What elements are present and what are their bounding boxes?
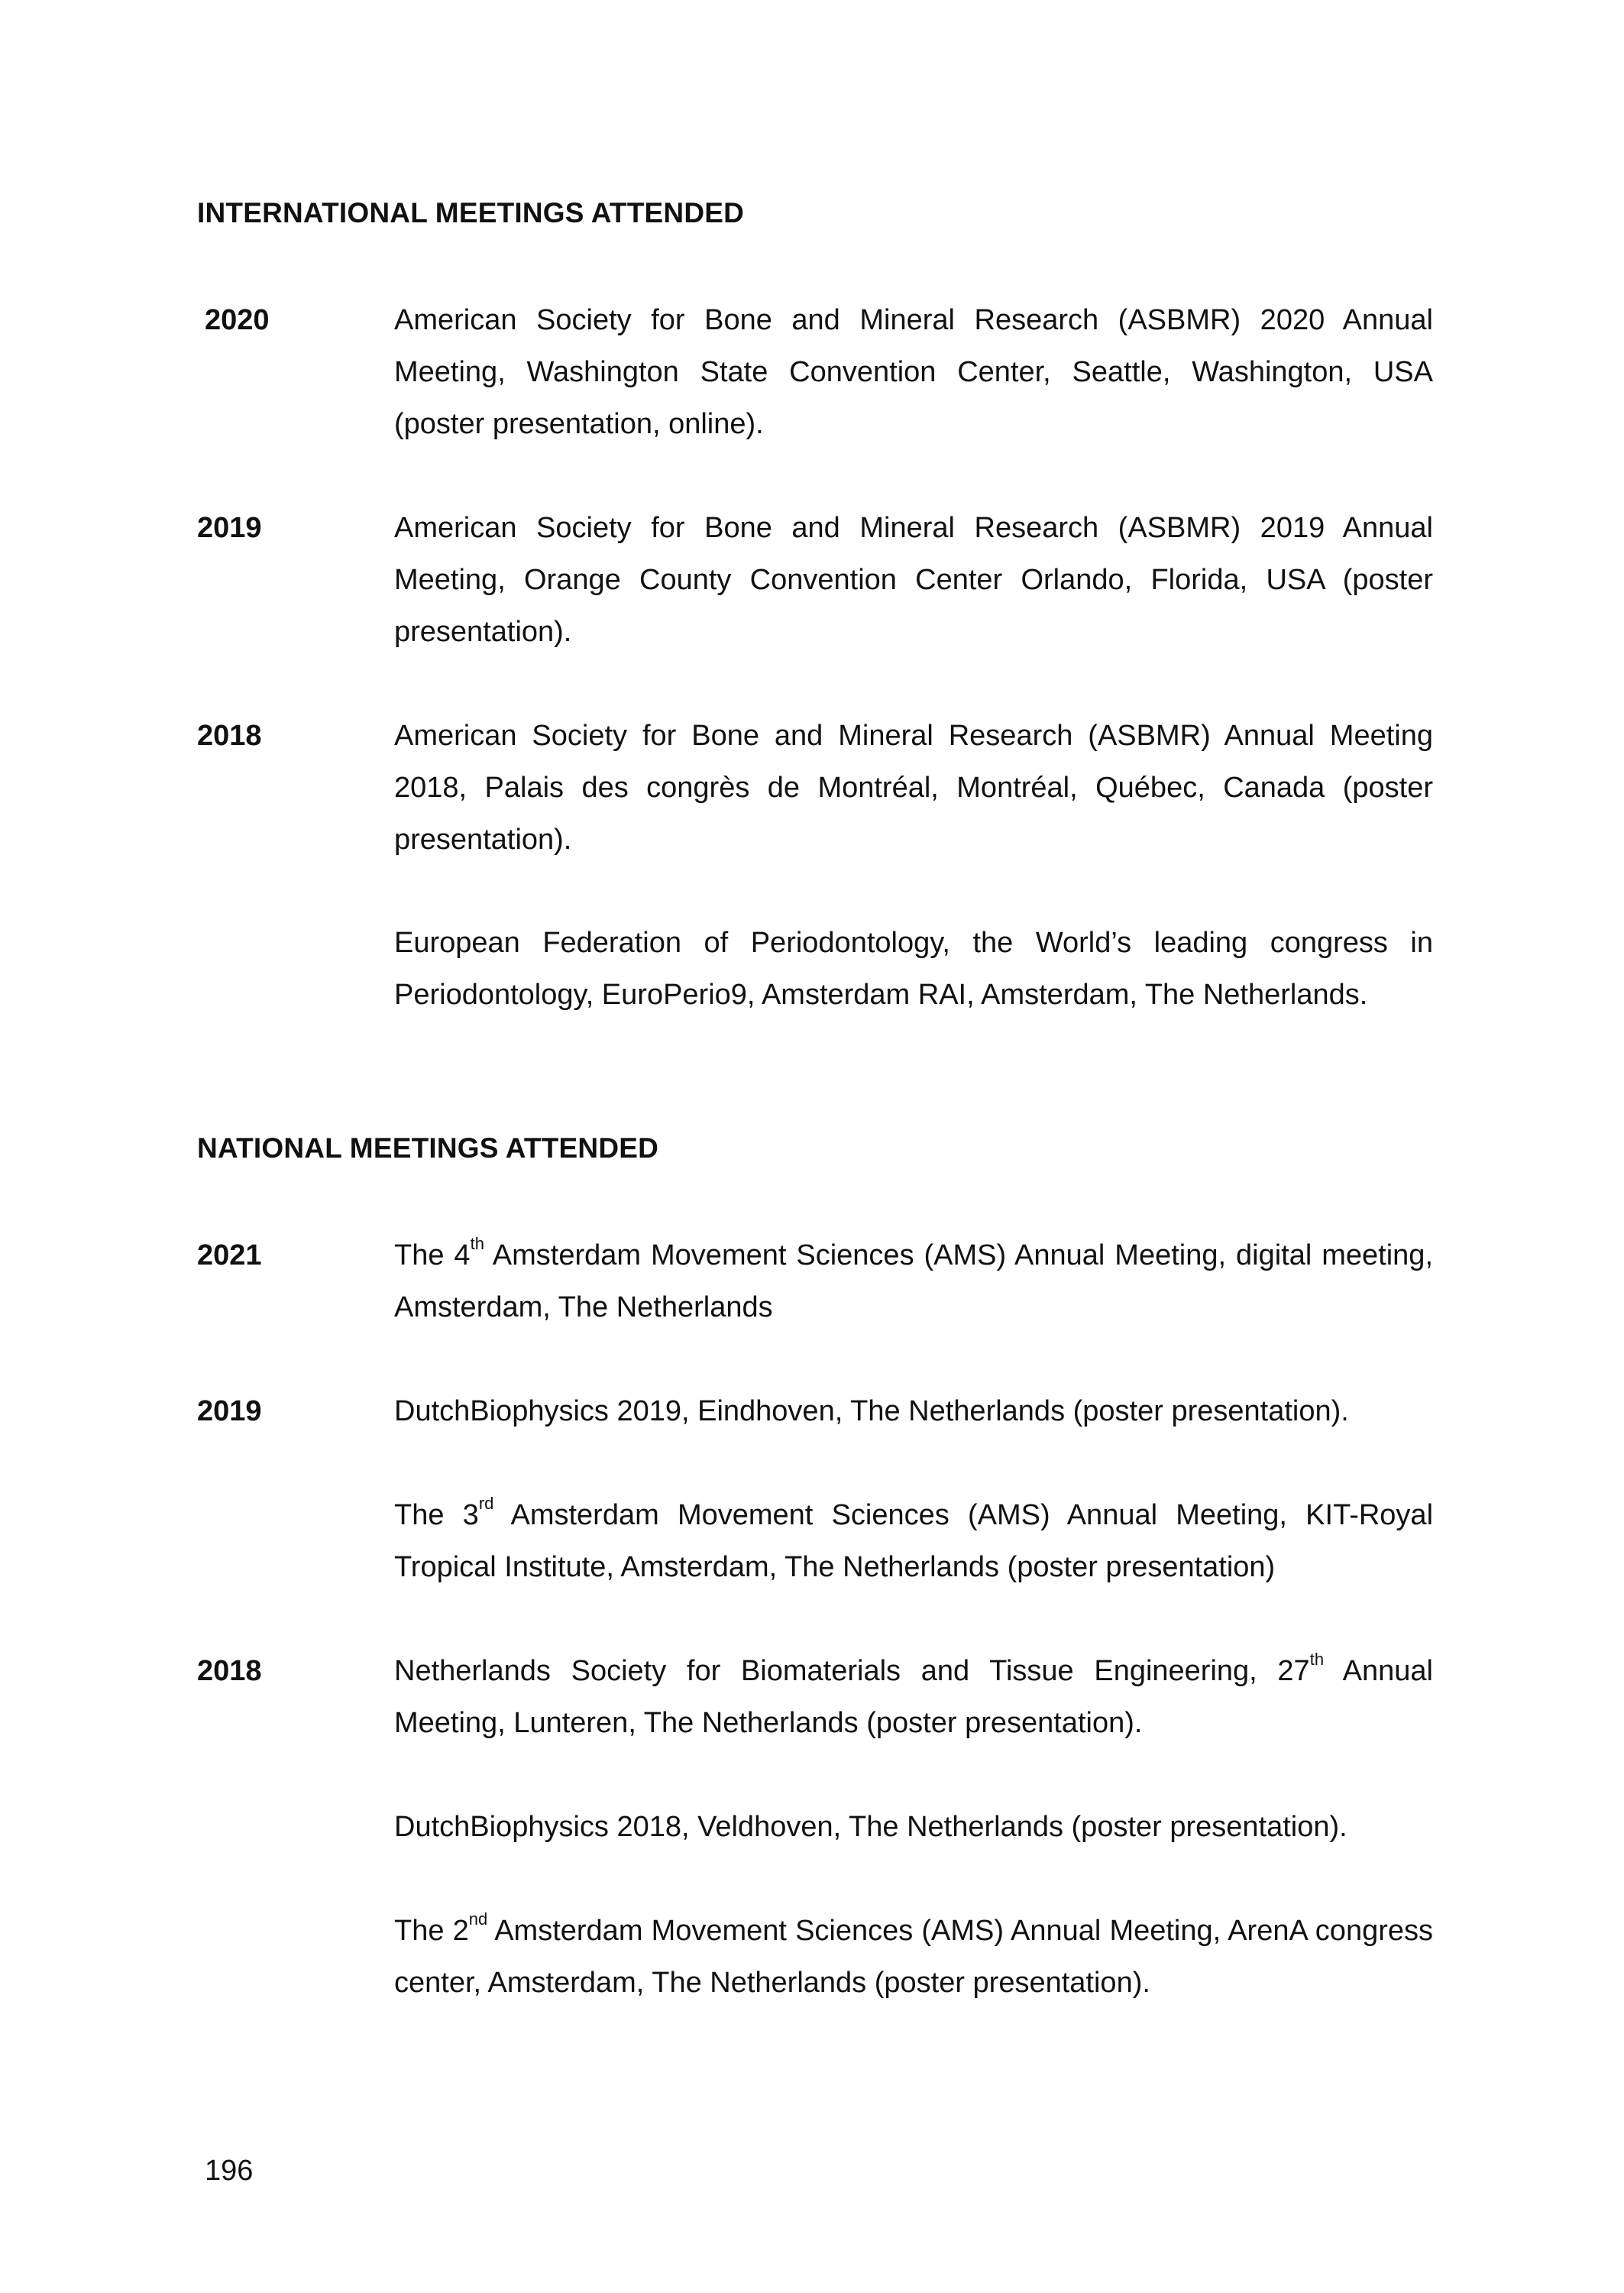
entry-text-post: Amsterdam Movement Sciences (AMS) Annual Meeting, digital meeting, Amsterdam, The Netherlands (394, 1239, 1434, 1323)
meeting-entry: American Society for Bone and Mineral Research (ASBMR) 2020 Annual Meeting, Washington State Convention Center, Seattle, Washington, USA (poster presentation, online). (394, 304, 1433, 440)
international-meetings-heading: INTERNATIONAL MEETINGS ATTENDED (197, 197, 745, 228)
entry-text-pre: Netherlands Society for Biomaterials and Tissue Engineering, 27 (394, 1655, 1310, 1687)
ordinal-suffix: rd (478, 1494, 494, 1514)
year-label: 2021 (197, 1239, 262, 1271)
meeting-entry: European Federation of Periodontology, the World’s leading congress in Periodontology, EuroPerio9, Amsterdam RAI, Amsterdam, The Netherlands. (394, 927, 1433, 1011)
year-label: 2018 (197, 720, 262, 752)
entry-text-pre: The 2 (394, 1915, 469, 1947)
entry-text-post: Amsterdam Movement Sciences (AMS) Annual Meeting, ArenA congress center, Amsterdam, The Netherlands (poster presentation). (394, 1915, 1433, 1999)
entry-text-post: Amsterdam Movement Sciences (AMS) Annual Meeting, KIT-Royal Tropical Institute, Amsterdam, The Netherlands (poster presentation) (394, 1499, 1434, 1583)
meeting-entry (394, 1229, 1433, 1333)
entry-text-pre: The 4 (394, 1239, 471, 1271)
meeting-entry: DutchBiophysics 2018, Veldhoven, The Netherlands (poster presentation). (394, 1811, 1347, 1843)
ordinal-suffix: nd (468, 1909, 488, 1929)
national-meetings-heading: NATIONAL MEETINGS ATTENDED (197, 1132, 659, 1164)
meeting-entry (394, 1645, 1433, 1749)
meeting-entry: DutchBiophysics 2019, Eindhoven, The Netherlands (poster presentation). (394, 1395, 1349, 1427)
entry-text-post: Annual Meeting, Lunteren, The Netherlands (poster presentation). (394, 1655, 1433, 1739)
meeting-entry: American Society for Bone and Mineral Research (ASBMR) 2019 Annual Meeting, Orange County Convention Center Orlando, Florida, USA (poster presentation). (394, 512, 1433, 648)
meeting-entry (394, 1905, 1433, 2009)
year-label: 2019 (197, 512, 262, 544)
ordinal-suffix: th (1309, 1650, 1325, 1670)
page-number: 196 (205, 2155, 254, 2187)
ordinal-suffix: th (470, 1234, 484, 1254)
year-label: 2018 (197, 1655, 262, 1687)
entry-text-pre: The 3 (394, 1499, 479, 1531)
year-label: 2019 (197, 1395, 262, 1427)
year-label: 2020 (205, 304, 270, 336)
meeting-entry: American Society for Bone and Mineral Research (ASBMR) Annual Meeting 2018, Palais des congrès de Montréal, Montréal, Québec, Canada (poster presentation). (394, 720, 1433, 856)
meeting-entry (394, 1489, 1433, 1593)
